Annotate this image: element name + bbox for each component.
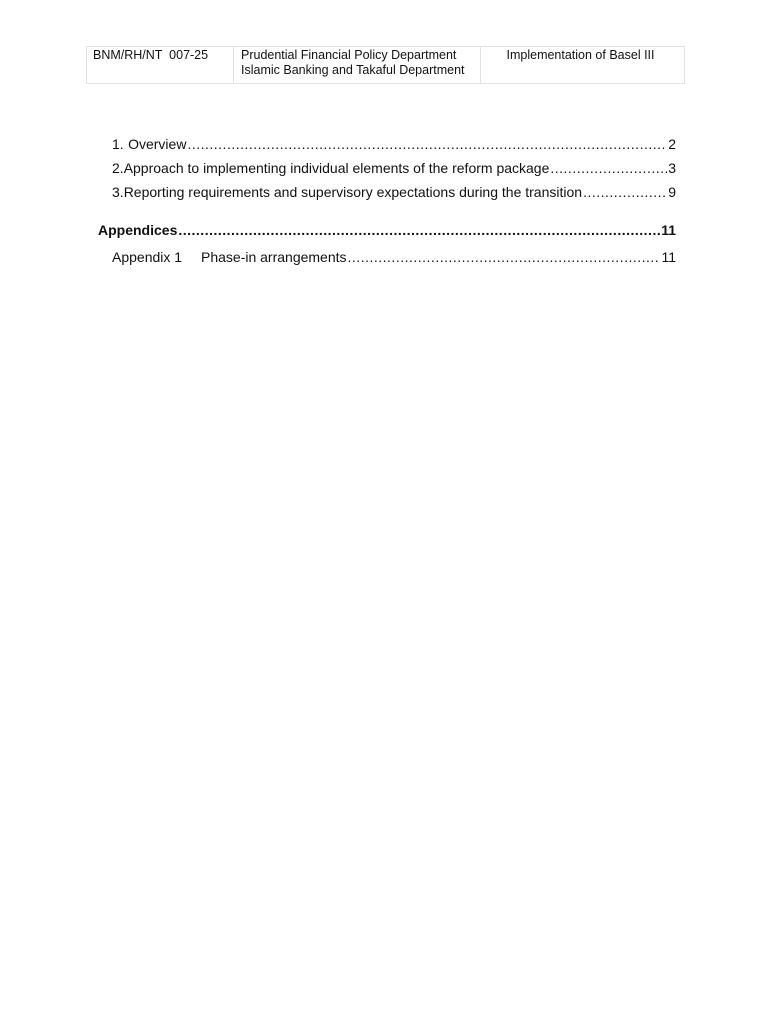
toc-entry-number: 3. bbox=[112, 184, 124, 200]
dot-leader bbox=[583, 184, 667, 201]
toc-entry-number: 1. bbox=[112, 136, 124, 152]
toc-entry-page: 9 bbox=[668, 184, 676, 200]
toc-entry-title: Approach to implementing individual elements of the reform package bbox=[123, 160, 550, 176]
department-line-2: Islamic Banking and Takaful Department bbox=[241, 63, 465, 77]
toc-entry-page: 3 bbox=[668, 160, 676, 176]
toc-entry-page: 11 bbox=[661, 222, 676, 238]
dot-leader bbox=[348, 249, 661, 266]
header-title-cell bbox=[481, 47, 684, 83]
toc-entry-number: 2. bbox=[112, 160, 124, 176]
toc-entry-overview[interactable] bbox=[112, 136, 676, 153]
dot-leader bbox=[550, 160, 667, 177]
dot-leader bbox=[187, 136, 667, 153]
toc-entry-appendices[interactable] bbox=[98, 222, 676, 239]
appendix-label: Appendix 1 bbox=[112, 249, 183, 265]
toc-entry-title: Overview bbox=[128, 136, 187, 152]
reference-number: BNM/RH/NT 007-25 bbox=[93, 48, 209, 62]
document-header bbox=[86, 46, 685, 84]
toc-entry-title: Appendices bbox=[98, 222, 178, 238]
toc-entry-approach[interactable] bbox=[112, 160, 676, 177]
header-reference-cell bbox=[87, 47, 234, 83]
toc-entry-appendix-1[interactable] bbox=[112, 249, 676, 266]
department-line-1: Prudential Financial Policy Department bbox=[241, 48, 457, 62]
toc-entry-page: 2 bbox=[668, 136, 676, 152]
toc-entry-page: 11 bbox=[661, 249, 676, 265]
dot-leader bbox=[178, 222, 660, 239]
document-title: Implementation of Basel III bbox=[506, 48, 655, 62]
header-department-cell bbox=[234, 47, 481, 83]
toc-entry-title: Reporting requirements and supervisory expectations during the transition bbox=[123, 184, 583, 200]
toc-entry-title: Phase-in arrangements bbox=[201, 249, 347, 265]
toc-entry-reporting[interactable] bbox=[112, 184, 676, 201]
